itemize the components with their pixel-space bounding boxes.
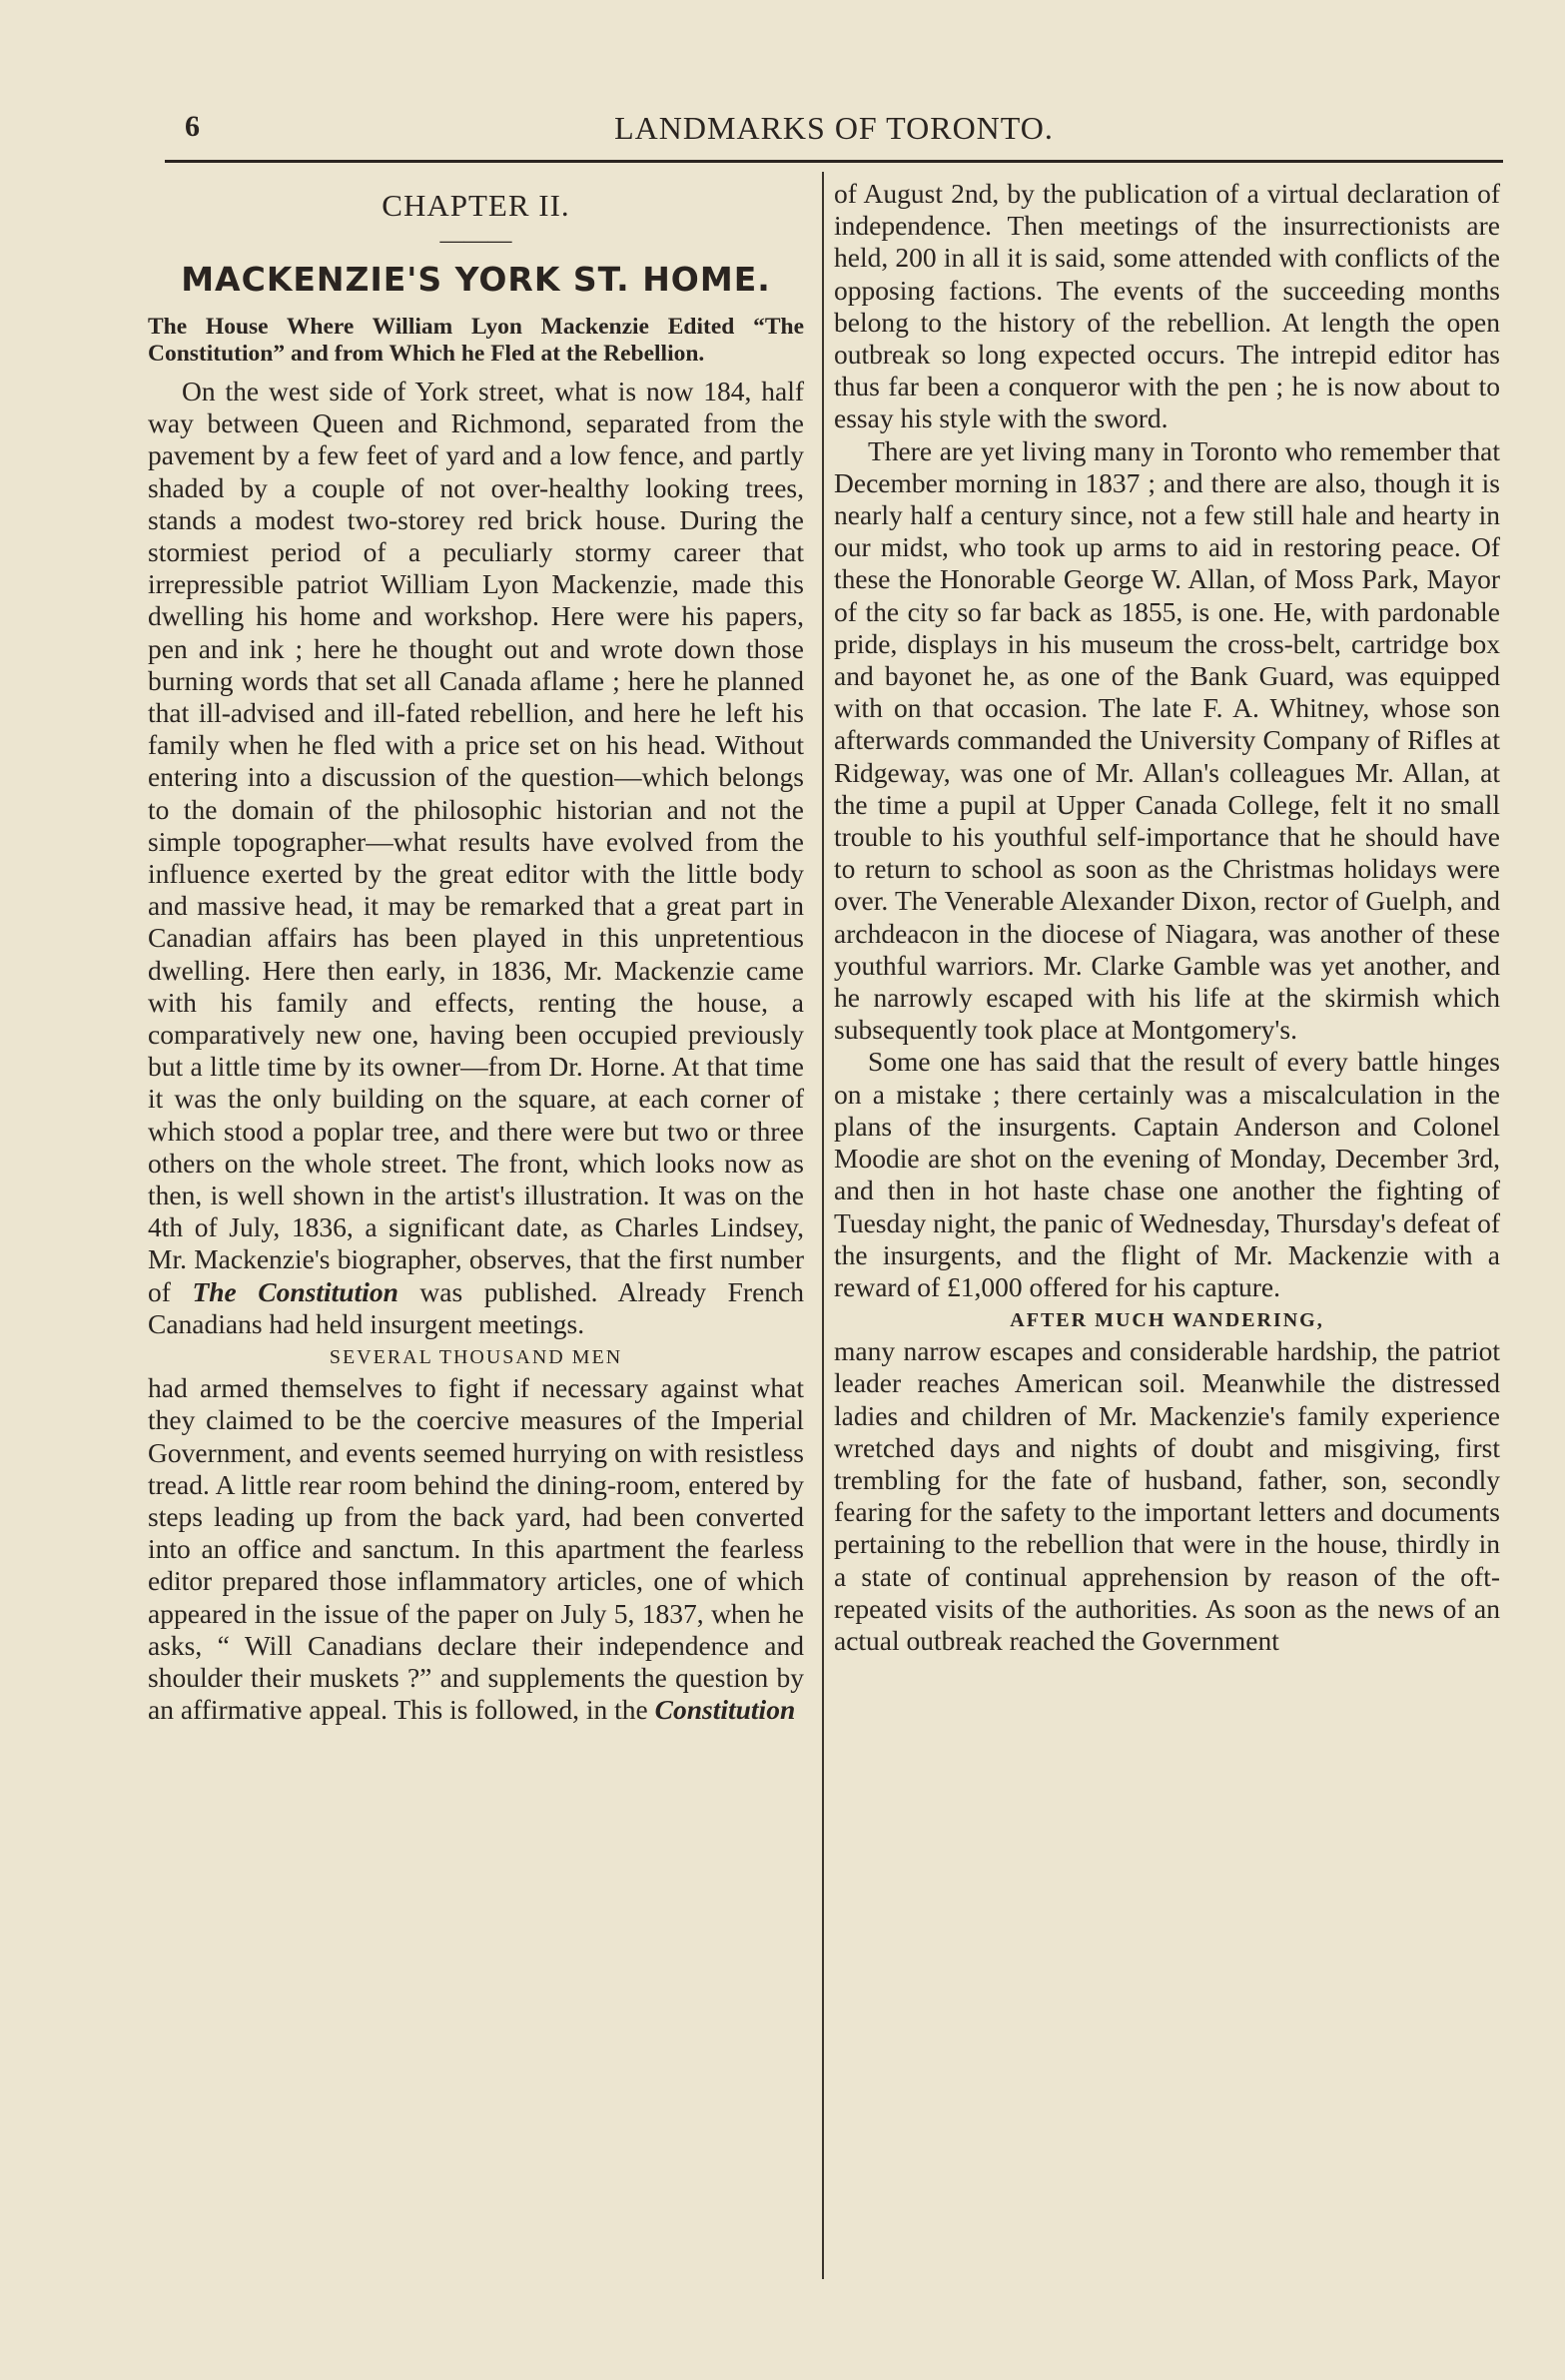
running-title: LANDMARKS OF TORONTO. (614, 110, 1054, 146)
left-paragraph-2-text: had armed themselves to fight if necessary against what they claimed to be the coercive measures of the Imperial Government, and events seemed hurrying on with resistless tread. A little rear room behind the dining-room, entered by steps leading up from the back yard, had been converted into an office and sanctum. In this apartment the fearless editor prepared those inflammatory articles, one of which appeared in the issue of the paper on July 5, 1837, when he asks, “ Will Canadians declare their independence and shoulder their muskets ?” and supplements the question by an affirmative appeal. This is followed, in the (148, 1372, 804, 1726)
chapter-title: MACKENZIE'S YORK ST. HOME. (181, 260, 771, 299)
page-header (165, 110, 1503, 158)
right-paragraph-2: There are yet living many in Toronto who remember that December morning in 1837 ; and there are also, though it is nearly half a century since, not a few still hale and hearty in our midst, who took up arms to aid in restoring peace. Of these the Honorable George W. Allan, of Moss Park, Mayor of the city so far back as 1855, is one. He, with pardonable pride, displays in his museum the cross-belt, cartridge box and bayonet he, as one of the Bank Guard, was equipped with on that occasion. The late F. A. Whitney, whose son afterwards commanded the University Company of Rifles at Ridgeway, was one of Mr. Allan's colleagues Mr. Allan, at the time a pupil at Upper Canada College, felt it no small trouble to his youthful self-importance that he should have to return to school as soon as the Christmas holidays were over. The Venerable Alexander Dixon, rector of Guelph, and archdeacon in the diocese of Niagara, was another of these youthful warriors. Mr. Clarke Gamble was yet another, and he narrowly escaped with his life at the skirmish which subsequently took place at Montgomery's. (834, 434, 1500, 1046)
chapter-dash: ——— (439, 228, 512, 254)
right-column (834, 178, 1500, 1657)
newspaper-title-2: Constitution (654, 1694, 796, 1726)
left-paragraph-1-text: On the west side of York street, what is now 184, half way between Queen and Richmond, separated from the pavement by a few feet of yard and a low fence, and partly shaded by a couple of not over-healthy looking trees, stands a modest two-storey red brick house. During the stormiest period of a peculiarly stormy career that irrepressible patriot William Lyon Mackenzie, made this dwelling his home and workshop. Here were his papers, pen and ink ; here he thought out and wrote down those burning words that set all Canada aflame ; here he planned that ill-advised and ill-fated rebellion, and here he left his family when he fled with a price set on his head. Without entering into a discussion of the question—which belongs to the domain of the philosophic historian and not the simple topographer—what results have evolved from the influence exerted by the great editor with the little body and massive head, it may be remarked that a great part in Canadian affairs has been played in this unpretentious dwelling. Here then early, in 1836, Mr. Mackenzie came with his family and effects, renting the house, a comparatively new one, having been occupied previously but a little time by its owner—from Dr. Horne. At that time it was the only building on the square, at each corner of which stood a poplar tree, and there were but two or three others on the whole street. The front, which looks now as then, is well shown in the artist's illustration. It was on the 4th of July, 1836, a significant date, as Charles Lindsey, Mr. Mackenzie's biographer, observes, that the first number of (148, 376, 804, 1307)
header-rule (165, 160, 1503, 163)
right-paragraph-1: of August 2nd, by the publication of a virtual declaration of independence. Then meetings of the insurrectionists are held, 200 in all it is said, some attended with conflicts of the opposing factions. The events of the succeeding months belong to the history of the rebellion. At length the open outbreak so long expected occurs. The intrepid editor has thus far been a conqueror with the pen ; he is now about to essay his style with the sword. (834, 178, 1500, 434)
section-head-after-much: AFTER MUCH WANDERING, (1010, 1309, 1324, 1332)
column-divider (822, 172, 824, 2279)
left-paragraph-2 (148, 1372, 804, 1726)
left-paragraph-1-end: was published. Already French Canadians had held insurgent meetings. (148, 1275, 804, 1339)
right-paragraph-4: many narrow escapes and considerable hardship, the patriot leader reaches American soil. Meanwhile the distressed ladies and children of Mr. Mackenzie's family experience wretched days and nights of doubt and misgiving, first trembling for the fate of husband, father, son, secondly fearing for the safety to the important letters and documents pertaining to the rebellion that were in the house, thirdly in a state of continual apprehension by reason of the oft-repeated visits of the authorities. As soon as the news of an actual outbreak reached the Government (834, 1335, 1500, 1656)
chapter-heading: CHAPTER II. (382, 188, 570, 223)
page-number: 6 (185, 110, 200, 143)
right-paragraph-3: Some one has said that the result of every battle hinges on a mistake ; there certainly was a miscalculation in the plans of the insurgents. Captain Anderson and Colonel Moodie are shot on the evening of Monday, December 3rd, and then in hot haste chase one another the fighting of Tuesday night, the panic of Wednesday, Thursday's defeat of the insurgents, and the flight of Mr. Mackenzie with a reward of £1,000 offered for his capture. (834, 1046, 1500, 1302)
chapter-subhead: The House Where William Lyon Mackenzie Edited “The Constitution” and from Which he Fled at the Rebellion. (148, 314, 804, 367)
section-head-several-thousand: SEVERAL THOUSAND MEN (329, 1346, 623, 1369)
newspaper-title: The Constitution (192, 1275, 398, 1307)
left-paragraph-1 (148, 376, 804, 1340)
left-column (148, 178, 804, 1726)
